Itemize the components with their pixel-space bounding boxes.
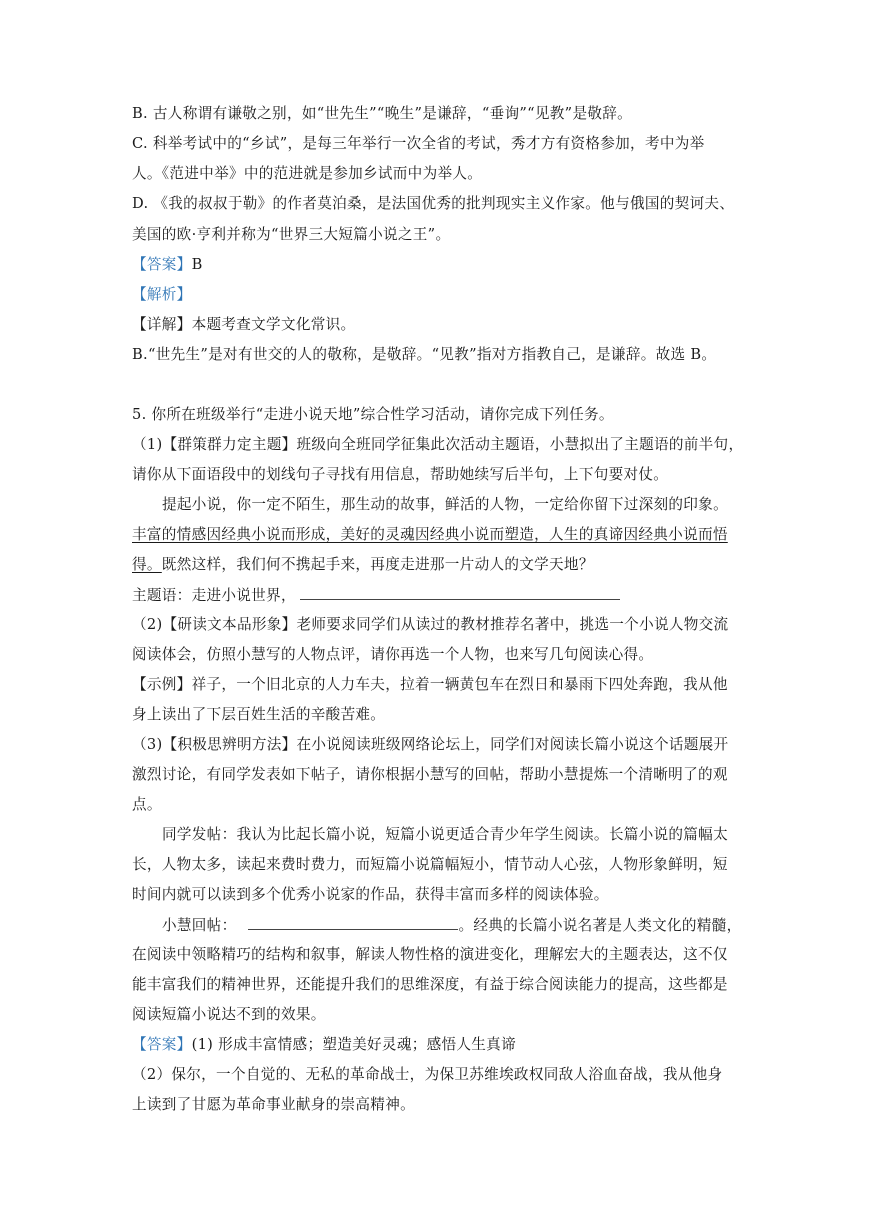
task1-line2: 请你从下面语段中的划线句子寻找有用信息，帮助她续写后半句，上下句要对仗。 [132, 466, 669, 483]
task3-line3: 点。 [132, 796, 162, 813]
answer-line [132, 255, 203, 275]
passage-rest: 既然这样，我们何不携起手来，再度走进那一片动人的文学天地？ [161, 556, 594, 573]
example-line1: 【示例】祥子，一个旧北京的人力车夫，拉着一辆黄包车在烈日和暴雨下四处奔跑，我从他 [132, 676, 728, 693]
q5-answer-line2: （2）保尔，一个自觉的、无私的革命战士，为保卫苏维埃政权同敌人浴血奋战，我从他身 [132, 1066, 723, 1083]
reply-line2: 在阅读中领略精巧的结构和叙事，解读人物性格的演进变化，理解宏大的主题表达，这不仅 [132, 946, 728, 963]
post-line2: 长，人物太多，读起来费时费力，而短篇小说篇幅短小，情节动人心弦，人物形象鲜明，短 [132, 856, 728, 873]
q5-answer-line3: 上读到了甘愿为革命事业献身的崇高精神。 [132, 1096, 415, 1113]
task2-line2: 阅读体会，仿照小慧写的人物点评，请你再选一个人物，也来写几句阅读心得。 [132, 646, 654, 663]
q5-answer-tag: 【答案】 [132, 1036, 192, 1053]
option-c-line1: C. 科举考试中的“乡试”，是每三年举行一次全省的考试，秀才方有资格参加，考中为举 [132, 135, 705, 152]
underlined-sentence-end: 得。 [132, 556, 162, 573]
reply-rest: 。经典的长篇小说名著是人类文化的精髓， [458, 917, 742, 934]
passage-line1: 提起小说，你一定不陌生，那生动的故事，鲜活的人物，一定给你留下过深刻的印象。 [162, 496, 728, 513]
theme-prefix: 主题语：走进小说世界， [132, 587, 296, 604]
option-d-line1: D. 《我的叔叔于勒》的作者莫泊桑，是法国优秀的批判现实主义作家。他与俄国的契诃夫、 [132, 195, 735, 212]
answer-tag: 【答案】 [132, 256, 192, 273]
theme-line [132, 585, 620, 606]
task3-line1: （3)【积极思辨明方法】在小说阅读班级网络论坛上，同学们对阅读长篇小说这个话题展开 [132, 736, 729, 753]
task2-line1: （2)【研读文本品形象】老师要求同学们从读过的教材推荐名著中，挑选一个小说人物交流 [132, 616, 729, 633]
reply-line3: 能丰富我们的精神世界，还能提升我们的思维深度，有益于综合阅读能力的提高，这些都是 [132, 976, 728, 993]
passage-line3 [132, 555, 594, 575]
option-d-line2: 美国的欧·亨利并称为“世界三大短篇小说之王”。 [132, 226, 451, 243]
task1-line1: （1)【群策群力定主题】班级向全班同学征集此次活动主题语，小慧拟出了主题语的前半句， [132, 436, 744, 453]
theme-answer-blank[interactable] [300, 585, 620, 600]
post-line1: 同学发帖：我认为比起长篇小说，短篇小说更适合青少年学生阅读。长篇小说的篇幅太 [162, 826, 728, 843]
reply-line1 [162, 915, 741, 936]
q5-answer-line1 [132, 1035, 516, 1055]
reply-line4: 阅读短篇小说达不到的效果。 [132, 1006, 326, 1023]
underlined-sentence: 丰富的情感因经典小说而形成，美好的灵魂因经典小说而塑造，人生的真谛因经典小说而悟 [132, 526, 728, 543]
reply-answer-blank[interactable] [248, 915, 458, 930]
example-line2: 身上读出了下层百姓生活的辛酸苦难。 [132, 706, 386, 723]
post-line3: 时间内就可以读到多个优秀小说家的作品，获得丰富而多样的阅读体验。 [132, 886, 609, 903]
analysis-line [132, 285, 192, 305]
question5-stem: 5. 你所在班级举行“走进小说天地”综合性学习活动，请你完成下列任务。 [132, 406, 614, 423]
option-b: B. 古人称谓有谦敬之别，如“世先生”“晚生”是谦辞，“垂询”“见教”是敬辞。 [132, 105, 633, 122]
q5-answer-1: (1) 形成丰富情感；塑造美好灵魂；感悟人生真谛 [191, 1036, 516, 1053]
reply-prefix: 小慧回帖： [162, 917, 237, 934]
analysis-tag: 【解析】 [132, 286, 192, 303]
detail-line: 【详解】本题考查文学文化常识。 [132, 316, 356, 333]
task3-line2: 激烈讨论，有同学发表如下帖子，请你根据小慧写的回帖，帮助小慧提炼一个清晰明了的观 [132, 766, 728, 783]
passage-line2-underlined [132, 525, 728, 545]
explanation-line: B.“世先生”是对有世交的人的敬称，是敬辞。“见教”指对方指教自己，是谦辞。故选 B。 [132, 346, 717, 363]
option-c-line2: 人。《范进中举》中的范进就是参加乡试而中为举人。 [132, 165, 483, 182]
answer-value: B [191, 256, 203, 273]
